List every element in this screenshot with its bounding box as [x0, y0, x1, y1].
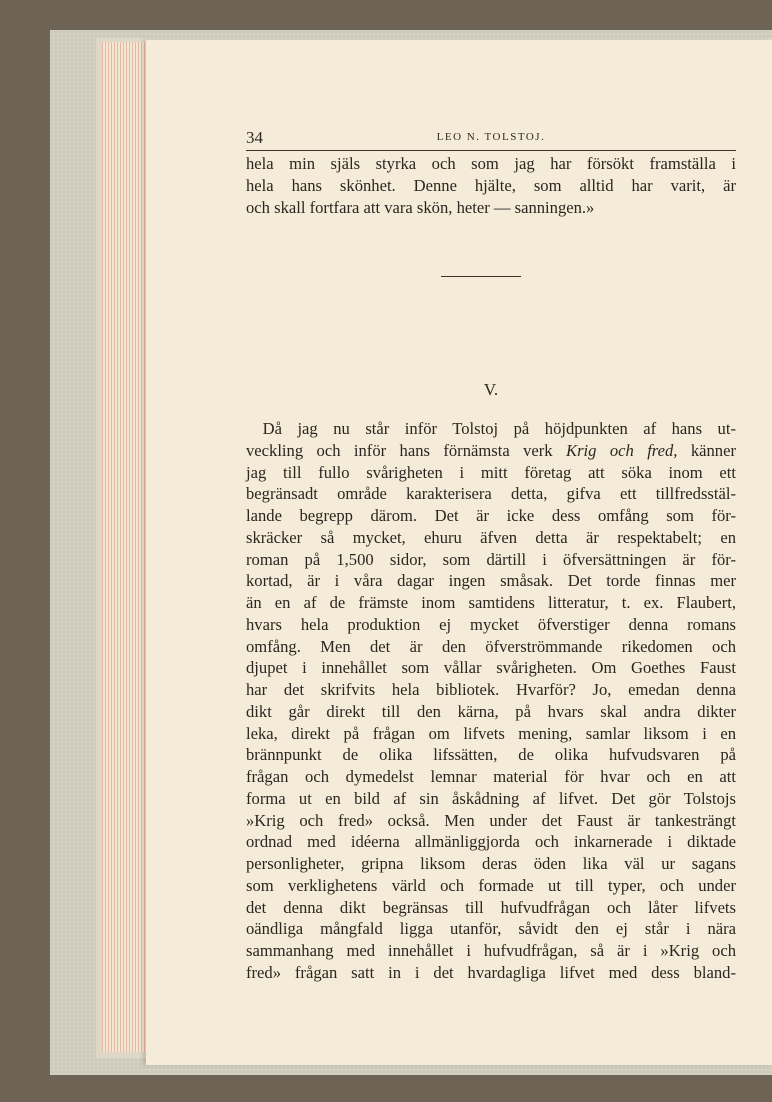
text-line: begränsadt område karakterisera detta, gifva ett tillfredsstäl- [246, 484, 736, 504]
text-line [246, 440, 736, 462]
chapter-heading: V. [483, 380, 499, 399]
text-segment: känner [677, 440, 736, 460]
text-line: dikt går direkt till den kärna, på hvars skal andra dikter [246, 701, 736, 721]
text-line: fred» frågan satt in i det hvardagliga lifvet med dess bland- [246, 962, 736, 982]
text-line: frågan och dymedelst lemnar material för hvar och en att [246, 767, 736, 786]
text-line: forma ut en bild af sin åskådning af lifvet. Det gör Tolstojs [246, 788, 736, 808]
text-line: leka, direkt på frågan om lifvets mening, samlar liksom i en [246, 723, 736, 743]
text-line: hela min själs styrka och som jag har försökt framställa i [246, 154, 736, 173]
text-line: omfång. Men det är den öfverströmmande rikedomen och [246, 636, 736, 656]
chapter-paragraph [246, 418, 736, 984]
text-segment: Då jag nu står inför Tolstoj på höjdpunkten af hans ut- [262, 419, 736, 438]
text-line: hela hans skönhet. Denne hjälte, som alltid har varit, är [246, 175, 736, 195]
text-line: roman på 1,500 sidor, som därtill i öfversättningen är för- [246, 549, 736, 569]
text-line: och skall fortfara att vara skön, heter — sanningen.» [246, 197, 595, 217]
text-line: än en af de främste inom samtidens litteratur, t. ex. Flaubert, [246, 593, 736, 612]
text-line: djupet i innehållet som vållar svårigheten. Om Goethes Faust [246, 658, 736, 678]
running-head [246, 128, 736, 151]
text-line: oändliga mångfald ligga utanför, såvidt den ej står i nära [246, 919, 736, 939]
text-line: sammanhang med innehållet i hufvudfrågan, så är i »Krig och [246, 941, 736, 960]
section-divider [441, 276, 521, 277]
opening-paragraph [246, 153, 736, 218]
page-number: 34 [246, 128, 263, 147]
text-line: jag till fullo svårigheten i mitt företag att söka inom ett [246, 462, 736, 482]
text-line: personligheter, gripna liksom deras öden lika väl ur sagans [246, 854, 736, 873]
text-line: det denna dikt begränsas till hufvudfrågan och låter lifvets [246, 897, 736, 917]
book-title: Krig och fred, [566, 440, 678, 460]
text-line: som verklighetens värld och formade ut till typer, och under [246, 875, 736, 895]
text-line: ordnad med idéerna allmänliggjorda och inkarnerade i diktade [246, 832, 736, 852]
text-line: har det skrifvits hela bibliotek. Hvarför? Jo, emedan denna [246, 680, 736, 699]
text-line: kortad, är i våra dagar ingen småsak. Det torde finnas mer [246, 571, 736, 591]
text-line: »Krig och fred» också. Men under det Faust är tankesträngt [246, 810, 736, 830]
text-line [246, 418, 736, 440]
text-line: skräcker så mycket, ehuru äfven detta är respektabelt; en [246, 527, 736, 547]
text-line: brännpunkt de olika lifssätten, de olika hufvudsvaren på [246, 745, 736, 765]
text-line: lande begrepp därom. Det är icke dess omfång som för- [246, 506, 736, 525]
running-title: LEO N. TOLSTOJ. [436, 131, 546, 143]
text-line: hvars hela produktion ej mycket öfverstiger denna romans [246, 614, 736, 634]
text-segment: veckling och inför hans förnämsta verk [246, 440, 566, 460]
